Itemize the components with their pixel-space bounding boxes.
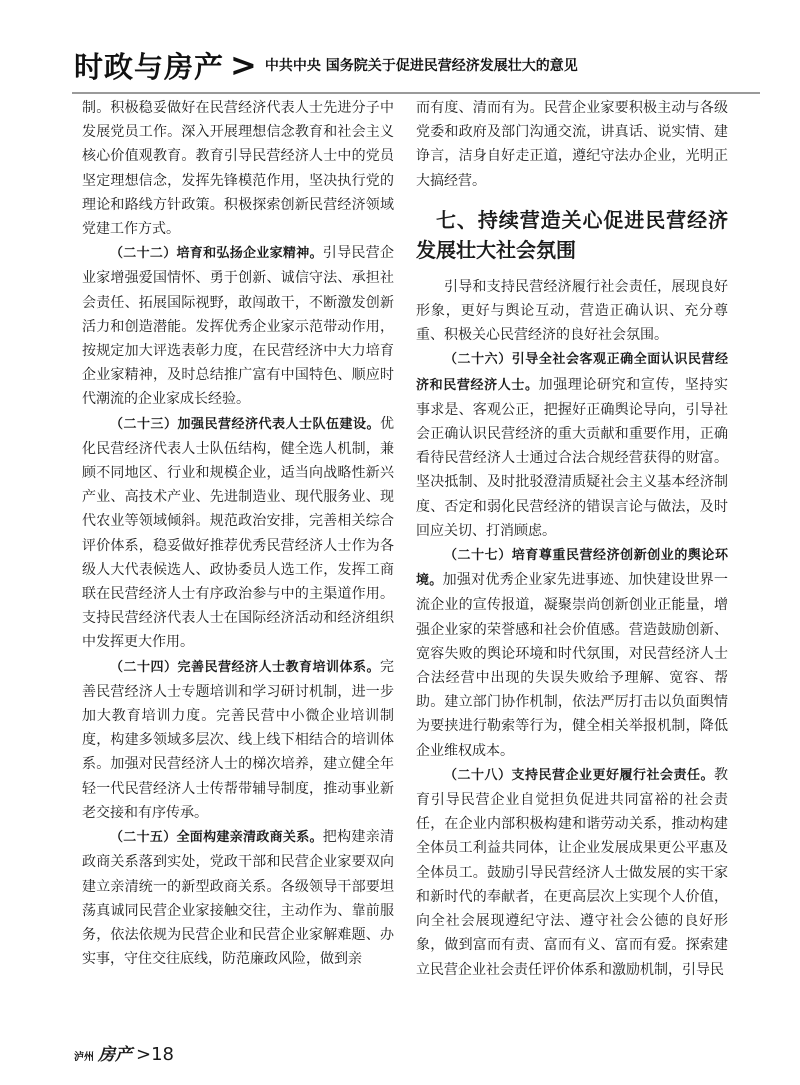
chapter-heading: 七、持续营造关心促进民营经济发展壮大社会氛围 — [416, 207, 728, 262]
item-heading: （二十八）支持民营企业更好履行社会责任。 — [444, 767, 714, 783]
item-heading: （二十三）加强民营经济代表人士队伍建设。 — [110, 416, 380, 432]
paragraph — [82, 825, 394, 971]
item-heading: （二十二）培育和弘扬企业家精神。 — [110, 246, 323, 262]
item-text: 加强理论研究和宣传，坚持实事求是、客观公正，把握好正确舆论导向，引导社会正确认识民营经济的重大贡献和重要作用，正确看待民营经济人士通过合法合规经营获得的财富。坚决抵制、及时批驳澄清质疑社会主义基本经济制度、否定和弱化民营经济的错误言论与做法，及时回应关切、打消顾虑。 — [416, 376, 728, 539]
item-heading: （二十四）完善民营经济人士教育培训体系。 — [110, 659, 380, 675]
page-number: >18 — [136, 1044, 174, 1065]
magazine-logo: 房产 — [98, 1045, 132, 1065]
chevron-right-icon: > — [230, 46, 257, 84]
paragraph — [82, 412, 394, 655]
right-column — [416, 96, 728, 982]
paragraph — [82, 655, 394, 825]
header-divider — [72, 92, 760, 94]
left-column — [82, 96, 394, 971]
item-text: 完善民营经济人士专题培训和学习研讨机制，进一步加大教育培训力度。完善民营中小微企业培训制度，构建多领域多层次、线上线下相结合的培训体系。加强对民营经济人士的梯次培养，建立健全年轻一代民营经济人士传帮带辅导制度，推动事业新老交接和有序传承。 — [82, 658, 394, 821]
section-title: 时政与房产 — [74, 49, 225, 84]
paragraph — [416, 763, 728, 982]
paragraph: 而有度、清而有为。民营企业家要积极主动与各级党委和政府及部门沟通交流，讲真话、说实情、建诤言，洁身自好走正道，遵纪守法办企业，光明正大搞经营。 — [416, 100, 728, 189]
page-header — [74, 42, 760, 88]
article-title: 中共中央 国务院关于促进民营经济发展壮大的意见 — [264, 58, 578, 74]
item-text: 优化民营经济代表人士队伍结构，健全选人机制，兼顾不同地区、行业和规模企业，适当向战略性新兴产业、高技术产业、先进制造业、现代服务业、现代农业等领域倾斜。规范政治安排，完善相关综合评价体系，稳妥做好推荐优秀民营经济人士作为各级人大代表候选人、政协委员人选工作，发挥工商联在民营经济人士有序政治参与中的主渠道作用。支持民营经济代表人士在国际经济活动和经济组织中发挥更大作用。 — [82, 415, 394, 651]
item-text: 把构建亲清政商关系落到实处，党政干部和民营企业家要双向建立亲清统一的新型政商关系。各级领导干部要坦荡真诚同民营企业家接触交往，主动作为、靠前服务，依法依规为民营企业和民营企业家解难题、办实事，守住交往底线，防范廉政风险，做到亲 — [82, 829, 394, 968]
item-heading: （二十五）全面构建亲清政商关系。 — [110, 830, 323, 846]
paragraph — [416, 543, 728, 763]
paragraph — [416, 347, 728, 543]
item-text: 加强对优秀企业家先进事迹、加快建设世界一流企业的宣传报道，凝聚崇尚创新创业正能量，增强企业家的荣誉感和社会价值感。营造鼓励创新、宽容失败的舆论环境和时代氛围，对民营经济人士合法经营中出现的失误失败给予理解、宽容、帮助。建立部门协作机制，依法严厉打击以负面舆情为要挟进行勒索等行为，健全相关举报机制，降低企业维权成本。 — [416, 572, 728, 759]
paragraph: 制。积极稳妥做好在民营经济代表人士先进分子中发展党员工作。深入开展理想信念教育和社会主义核心价值观教育。教育引导民营经济人士中的党员坚定理想信念，发挥先锋模范作用，坚决执行党的理论和路线方针政策。积极探索创新民营经济领域党建工作方式。 — [82, 100, 394, 238]
magazine-city: 泸州 — [74, 1052, 94, 1063]
page-footer — [74, 1040, 174, 1065]
item-heading: （二十六）引导全社会客观正确全面认识民营经济和民营经济人士。 — [416, 352, 728, 393]
item-text: 引导民营企业家增强爱国情怀、勇于创新、诚信守法、承担社会责任、拓展国际视野，敢闯敢干，不断激发创新活力和创造潜能。发挥优秀企业家示范带动作用，按规定加大评选表彰力度，在民营经济中大力培育企业家精神，及时总结推广富有中国特色、顺应时代潮流的企业家成长经验。 — [82, 245, 394, 408]
item-heading: （二十七）培育尊重民营经济创新创业的舆论环境。 — [416, 548, 728, 589]
paragraph: 引导和支持民营经济履行社会责任，展现良好形象，更好与舆论互动，营造正确认识、充分尊重、积极关心民营经济的良好社会氛围。 — [416, 278, 728, 344]
item-text: 教育引导民营企业自觉担负促进共同富裕的社会责任，在企业内部积极构建和谐劳动关系，推动构建全体员工利益共同体，让企业发展成果更公平惠及全体员工。鼓励引导民营经济人士做发展的实干家和新时代的奉献者，在更高层次上实现个人价值，向全社会展现遵纪守法、遵守社会公德的良好形象，做到富而有责、富而有义、富而有爱。探索建立民营企业社会责任评价体系和激励机制，引导民 — [416, 766, 728, 978]
paragraph — [82, 241, 394, 411]
